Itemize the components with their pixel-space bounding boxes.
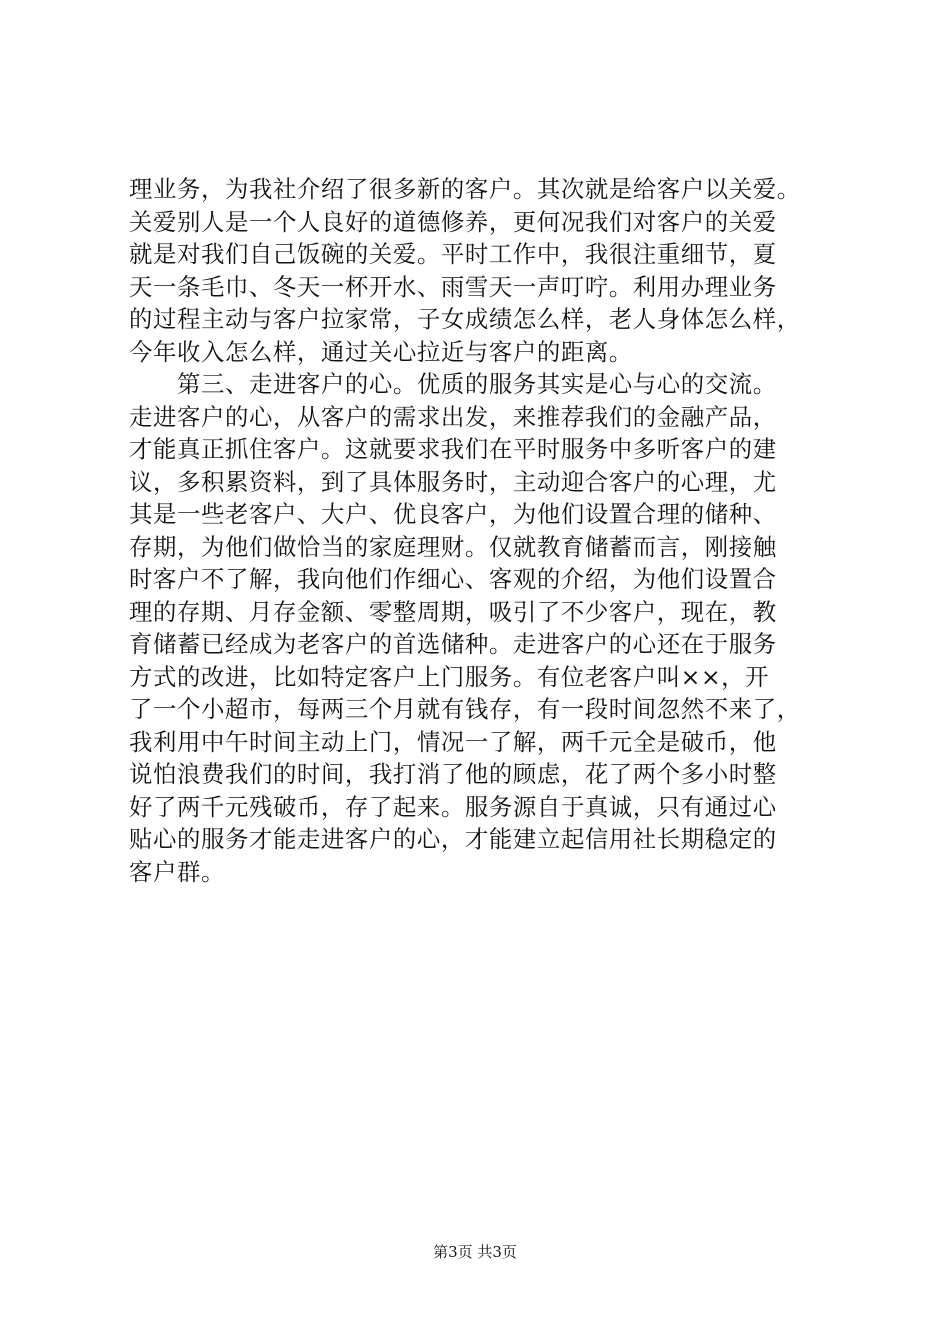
text-line: 客户群。 bbox=[129, 857, 225, 886]
text-line: 理业务，为我社介绍了很多新的客户。其次就是给客户以关爱。 bbox=[129, 175, 801, 203]
text-line: 天一条毛巾、冬天一杯开水、雨雪天一声叮咛。利用办理业务 bbox=[129, 272, 777, 301]
text-line: 就是对我们自己饭碗的关爱。平时工作中，我很注重细节，夏 bbox=[129, 240, 777, 268]
text-line: 其是一些老客户、大户、优良客户，为他们设置合理的储种、 bbox=[129, 500, 777, 528]
text-line: 才能真正抓住客户。这就要求我们在平时服务中多听客户的建 bbox=[129, 435, 777, 463]
text-line: 理的存期、月存金额、零整周期，吸引了不少客户，现在，教 bbox=[129, 597, 777, 626]
text-line: 今年收入怎么样，通过关心拉近与客户的距离。 bbox=[129, 337, 633, 366]
text-line: 方式的改进，比如特定客户上门服务。有位老客户叫××，开 bbox=[129, 662, 770, 691]
text-line: 走进客户的心，从客户的需求出发，来推荐我们的金融产品， bbox=[129, 402, 777, 431]
text-line: 的过程主动与客户拉家常，子女成绩怎么样，老人身体怎么样， bbox=[129, 305, 801, 333]
text-line: 了一个小超市，每两三个月就有钱存，有一段时间忽然不来了， bbox=[129, 695, 801, 723]
text-line: 时客户不了解，我向他们作细心、客观的介绍，为他们设置合 bbox=[129, 565, 777, 593]
text-line: 存期，为他们做恰当的家庭理财。仅就教育储蓄而言，刚接触 bbox=[129, 532, 777, 561]
page-number-label: 第3页 共3页 bbox=[433, 1243, 517, 1261]
text-line: 我利用中午时间主动上门，情况一了解，两千元全是破币，他 bbox=[129, 727, 777, 756]
text-line: 育储蓄已经成为老客户的首选储种。走进客户的心还在于服务 bbox=[129, 630, 777, 658]
body-text bbox=[129, 173, 849, 888]
page-footer bbox=[0, 1242, 950, 1262]
text-line: 议，多积累资料，到了具体服务时，主动迎合客户的心理，尤 bbox=[129, 467, 777, 496]
text-line: 贴心的服务才能走进客户的心，才能建立起信用社长期稳定的 bbox=[129, 825, 777, 853]
text-line: 关爱别人是一个人良好的道德修养，更何况我们对客户的关爱 bbox=[129, 207, 777, 236]
text-line: 好了两千元残破币，存了起来。服务源自于真诚，只有通过心 bbox=[129, 792, 777, 821]
text-line: 第三、走进客户的心。优质的服务其实是心与心的交流。 bbox=[129, 370, 777, 398]
text-line: 说怕浪费我们的时间，我打消了他的顾虑，花了两个多小时整 bbox=[129, 760, 777, 788]
